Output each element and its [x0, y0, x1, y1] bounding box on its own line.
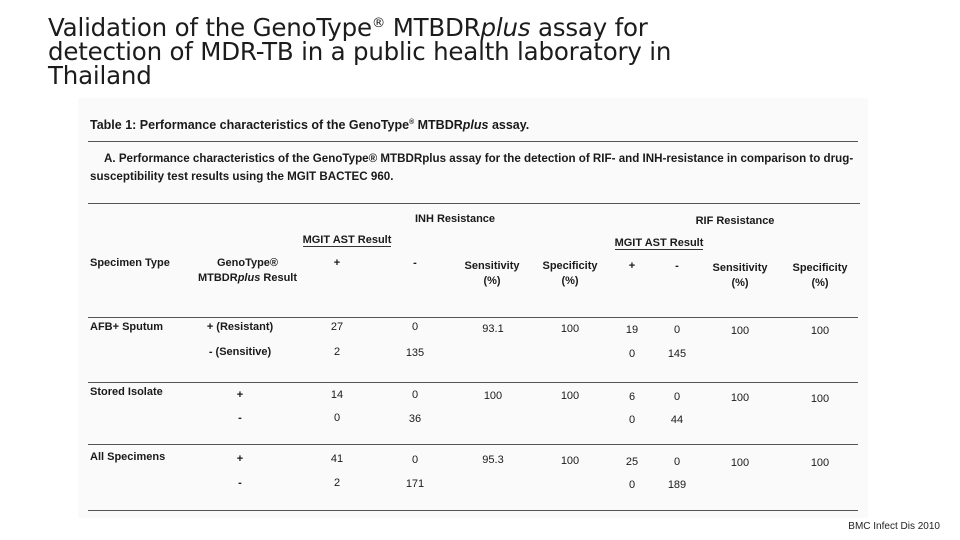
row3-inh-sens: 100 [483, 390, 503, 402]
inh-sensitivity-header [456, 259, 528, 289]
section-caption [90, 150, 860, 186]
inh-sensitivity-pct: (%) [483, 275, 501, 287]
rif-specificity-label: Specificity [792, 262, 848, 274]
rif-specificity-pct: (%) [811, 277, 829, 289]
inh-specificity-label: Specificity [542, 260, 598, 272]
row3-rif-sens: 100 [730, 392, 750, 404]
table-rule-row-sep-1 [88, 382, 858, 383]
genotype-header-line2-pre: MTBDR [197, 272, 238, 284]
inh-plus-header: + [333, 257, 341, 269]
rif-plus-header: + [628, 260, 636, 272]
row1-specimen: AFB+ Sputum [90, 321, 164, 333]
slide-title [48, 13, 728, 90]
rif-mgit-label: MGIT AST Result [614, 237, 704, 249]
specimen-type-header: Specimen Type [90, 257, 170, 269]
row1-rif-neg: 0 [673, 324, 681, 336]
inh-minus-header: - [413, 257, 417, 269]
table-caption-italic: plus [462, 118, 489, 132]
row5-rif-neg: 0 [673, 456, 681, 468]
inh-mgit-header [292, 233, 402, 248]
rif-sensitivity-label: Sensitivity [712, 262, 768, 274]
row4-inh-pos: 0 [333, 412, 341, 424]
table-rule-bottom [88, 510, 858, 511]
row3-inh-pos: 14 [330, 389, 344, 401]
row1-rif-pos: 19 [625, 324, 639, 336]
rif-minus-header: - [675, 260, 679, 272]
row6-inh-pos: 2 [333, 477, 341, 489]
table-rule-row-sep-2 [88, 444, 858, 445]
row3-rif-neg: 0 [673, 391, 681, 403]
row1-rif-spec: 100 [810, 325, 830, 337]
row6-inh-neg: 171 [405, 478, 425, 490]
row4-inh-neg: 36 [408, 413, 422, 425]
row5-rif-pos: 25 [625, 456, 639, 468]
table-caption-mid: MTBDR [414, 118, 463, 132]
row2-rif-neg: 145 [667, 348, 687, 360]
row5-inh-pos: 41 [330, 453, 344, 465]
row6-rif-pos: 0 [628, 479, 636, 491]
inh-sensitivity-label: Sensitivity [464, 260, 520, 272]
row4-rif-pos: 0 [628, 414, 636, 426]
row3-inh-neg: 0 [411, 389, 419, 401]
section-caption-line1: A. Performance characteristics of the GenoType® MTBDRplus assay for the detection of RIF- and INH-resistance in comparison to drug- [104, 152, 854, 165]
row2-inh-neg: 135 [405, 347, 425, 359]
row3-rif-spec: 100 [810, 393, 830, 405]
inh-mgit-label: MGIT AST Result [302, 234, 392, 246]
genotype-header-line1: GenoType® [216, 257, 279, 269]
rif-group-header: RIF Resistance [695, 215, 775, 227]
row1-inh-pos: 27 [330, 321, 344, 333]
row6-result: - [238, 477, 242, 489]
row5-rif-spec: 100 [810, 457, 830, 469]
slide-title-pre: Validation of the GenoType [48, 13, 372, 42]
row5-result: + [236, 453, 244, 465]
table-rule-top [88, 141, 858, 142]
inh-specificity-pct: (%) [561, 275, 579, 287]
rif-specificity-header [784, 261, 856, 291]
table-rule-header-bottom [88, 317, 858, 318]
genotype-header-line2-italic: plus [237, 272, 261, 284]
row2-result: - (Sensitive) [208, 346, 272, 358]
source-citation: BMC Infect Dis 2010 [848, 521, 940, 532]
section-caption-line2: susceptibility test results using the MGIT BACTEC 960. [90, 170, 394, 183]
table-caption [90, 118, 529, 132]
row2-rif-pos: 0 [628, 348, 636, 360]
slide-title-mid: MTBDR [385, 13, 481, 42]
row1-rif-sens: 100 [730, 325, 750, 337]
row3-inh-spec: 100 [560, 390, 580, 402]
genotype-result-header [185, 256, 310, 286]
row5-inh-spec: 100 [560, 455, 580, 467]
slide-title-italic: plus [480, 13, 531, 42]
rif-sensitivity-header [704, 261, 776, 291]
table-caption-reg: ® [409, 118, 415, 126]
row5-inh-sens: 95.3 [482, 454, 504, 466]
rif-sensitivity-pct: (%) [731, 277, 749, 289]
row3-rif-pos: 6 [628, 391, 636, 403]
slide-title-reg: ® [371, 14, 386, 31]
genotype-header-line2-post: Result [260, 272, 298, 284]
rif-mgit-header [604, 236, 714, 251]
row6-rif-neg: 189 [667, 479, 687, 491]
inh-specificity-header [534, 259, 606, 289]
row3-specimen: Stored Isolate [90, 386, 163, 398]
row1-inh-spec: 100 [560, 323, 580, 335]
table-caption-post: assay. [488, 118, 530, 132]
row3-result: + [236, 389, 244, 401]
row4-rif-neg: 44 [670, 414, 684, 426]
slide-title-post: assay for detection of MDR-TB in a public health laboratory in Thailand [48, 13, 672, 90]
table-caption-pre: Table 1: Performance characteristics of the GenoType [90, 118, 410, 132]
row5-rif-sens: 100 [730, 457, 750, 469]
row5-inh-neg: 0 [411, 454, 419, 466]
inh-group-header: INH Resistance [414, 213, 496, 225]
row1-result: + (Resistant) [206, 321, 274, 333]
row4-result: - [238, 412, 242, 424]
row5-specimen: All Specimens [90, 451, 166, 463]
row2-inh-pos: 2 [333, 346, 341, 358]
row1-inh-neg: 0 [411, 321, 419, 333]
table-rule-header-top [88, 203, 860, 204]
row1-inh-sens: 93.1 [482, 323, 504, 335]
